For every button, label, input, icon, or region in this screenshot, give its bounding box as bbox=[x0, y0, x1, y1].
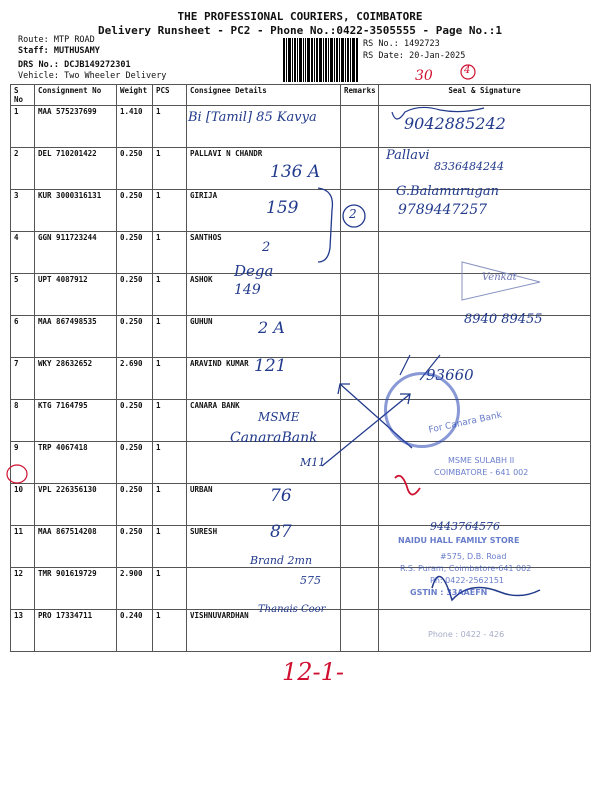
handwritten-count: 30 bbox=[415, 68, 433, 84]
handwritten-room: 159 bbox=[266, 198, 299, 218]
cell-consignment-no: MAA 867514208 bbox=[35, 526, 117, 568]
cell-sno: 6 bbox=[11, 316, 35, 358]
cell-weight: 0.250 bbox=[117, 442, 153, 484]
cell-consignment-no: TRP 4067418 bbox=[35, 442, 117, 484]
cell-pcs: 1 bbox=[153, 358, 187, 400]
cell-consignment-no: KUR 3000316131 bbox=[35, 190, 117, 232]
cell-consignment-no: WKY 28632652 bbox=[35, 358, 117, 400]
col-consignment: Consignment No bbox=[35, 85, 117, 106]
cell-consignment-no: UPT 4087912 bbox=[35, 274, 117, 316]
cell-pcs: 1 bbox=[153, 106, 187, 148]
handwritten-signature: Pallavi bbox=[386, 148, 430, 163]
bracket-mark bbox=[318, 188, 332, 262]
cell-pcs: 1 bbox=[153, 316, 187, 358]
handwritten-signature: G.Balamurugan bbox=[396, 184, 499, 199]
cell-sno: 3 bbox=[11, 190, 35, 232]
handwritten-consignee-note: Bi [Tamil] 85 Kavya bbox=[188, 110, 317, 125]
cell-consignment-no: DEL 710201422 bbox=[35, 148, 117, 190]
handwritten-phone: 8336484244 bbox=[434, 160, 504, 173]
handwritten-phone: 9789447257 bbox=[398, 202, 488, 218]
handwritten-phone: 93660 bbox=[426, 366, 474, 384]
cell-weight: 2.690 bbox=[117, 358, 153, 400]
cell-sno: 5 bbox=[11, 274, 35, 316]
cell-consignee: URBAN bbox=[187, 484, 341, 526]
cell-consignee: VISHNUVARDHAN bbox=[187, 610, 341, 652]
rs-no-value: 1492723 bbox=[403, 39, 440, 49]
handwritten-note: M11 bbox=[300, 456, 326, 469]
stamp-text: COIMBATORE - 641 002 bbox=[434, 468, 529, 477]
rs-date-value: 20-Jan-2025 bbox=[409, 51, 466, 61]
cell-weight: 0.250 bbox=[117, 526, 153, 568]
stamp-text: R.S. Puram, Coimbatore-641 002 bbox=[400, 564, 532, 573]
cell-sno: 2 bbox=[11, 148, 35, 190]
handwritten-room: 149 bbox=[234, 282, 261, 298]
arrow-head bbox=[338, 384, 350, 394]
cell-consignment-no: PRO 17334711 bbox=[35, 610, 117, 652]
stamp-text: For Canara Bank bbox=[427, 410, 503, 436]
handwritten-circled-number: 2 bbox=[349, 207, 357, 221]
cell-sno: 10 bbox=[11, 484, 35, 526]
cell-pcs: 1 bbox=[153, 484, 187, 526]
handwritten-room: 87 bbox=[270, 522, 292, 542]
drs-label: DRS No.: bbox=[18, 60, 59, 70]
cell-weight: 1.410 bbox=[117, 106, 153, 148]
col-signature: Seal & Signature bbox=[379, 85, 591, 106]
cell-pcs: 1 bbox=[153, 232, 187, 274]
cell-consignment-no: KTG 7164795 bbox=[35, 400, 117, 442]
handwritten-signature: Venkat bbox=[482, 272, 517, 283]
cell-pcs: 1 bbox=[153, 526, 187, 568]
handwritten-note: 2 bbox=[262, 240, 271, 255]
handwritten-note: 575 bbox=[300, 574, 321, 587]
handwritten-note: MSME bbox=[258, 410, 300, 424]
cell-weight: 0.250 bbox=[117, 148, 153, 190]
handwritten-circled-number: 4 bbox=[464, 65, 471, 76]
cell-sno: 1 bbox=[11, 106, 35, 148]
cell-consignment-no: VPL 226356130 bbox=[35, 484, 117, 526]
handwritten-phone: 9042885242 bbox=[404, 114, 506, 133]
bank-stamp bbox=[384, 372, 460, 448]
cell-consignee: ASHOK bbox=[187, 274, 341, 316]
rs-date-label: RS Date: bbox=[363, 51, 404, 61]
stamp-text: GSTIN : 33AAEFN bbox=[410, 588, 488, 597]
handwritten-date: 12-1- bbox=[282, 658, 345, 686]
cell-sno: 12 bbox=[11, 568, 35, 610]
cell-consignee: SANTHOS bbox=[187, 232, 341, 274]
cell-weight: 0.250 bbox=[117, 400, 153, 442]
cell-sno: 4 bbox=[11, 232, 35, 274]
cell-weight: 0.250 bbox=[117, 274, 153, 316]
handwritten-name: Dega bbox=[234, 262, 274, 280]
drs-value: DCJB149272301 bbox=[64, 60, 131, 70]
staff-value: MUTHUSAMY bbox=[53, 46, 100, 56]
vehicle-label: Vehicle: bbox=[18, 71, 59, 81]
company-title: THE PROFESSIONAL COURIERS, COIMBATORE bbox=[177, 10, 423, 23]
route-value: MTP ROAD bbox=[53, 35, 95, 45]
col-remarks: Remarks bbox=[341, 85, 379, 106]
handwritten-note: CanaraBank bbox=[230, 430, 318, 446]
cell-weight: 0.250 bbox=[117, 484, 153, 526]
cell-pcs: 1 bbox=[153, 190, 187, 232]
cell-sno: 13 bbox=[11, 610, 35, 652]
circle-mark bbox=[7, 465, 27, 483]
handwritten-note: Thanais Coor bbox=[258, 604, 326, 615]
rs-no-label: RS No.: bbox=[363, 39, 399, 49]
handwritten-room: 2 A bbox=[258, 318, 285, 337]
stamp-text: #575, D.B. Road bbox=[440, 552, 507, 561]
cell-pcs: 1 bbox=[153, 568, 187, 610]
signature-scrawl bbox=[395, 476, 420, 495]
cell-consignee: ARAVIND KUMAR bbox=[187, 358, 341, 400]
cell-consignment-no: MAA 575237699 bbox=[35, 106, 117, 148]
stamp-text: MSME SULABH II bbox=[448, 456, 515, 465]
cell-sno: 8 bbox=[11, 400, 35, 442]
runsheet-subtitle: Delivery Runsheet - PC2 - Phone No.:0422-3505555 - Page No.:1 bbox=[98, 24, 502, 37]
staff-label: Staff: bbox=[18, 46, 49, 56]
handwritten-room: 121 bbox=[254, 356, 287, 376]
route-label: Route: bbox=[18, 35, 49, 45]
cell-weight: 0.250 bbox=[117, 316, 153, 358]
col-consignee: Consignee Details bbox=[187, 85, 341, 106]
cell-consignee: SURESH bbox=[187, 526, 341, 568]
cell-consignment-no: TMR 901619729 bbox=[35, 568, 117, 610]
stamp-text: NAIDU HALL FAMILY STORE bbox=[398, 536, 520, 545]
cell-consignee: CANARA BANK bbox=[187, 400, 341, 442]
col-weight: Weight bbox=[117, 85, 153, 106]
cell-sno: 7 bbox=[11, 358, 35, 400]
cell-consignee: PALLAVI N CHANDR bbox=[187, 148, 341, 190]
cell-sno: 11 bbox=[11, 526, 35, 568]
cell-pcs: 1 bbox=[153, 610, 187, 652]
vehicle-value: Two Wheeler Delivery bbox=[64, 71, 167, 81]
stamp-text: Ph: 0422-2562151 bbox=[430, 576, 505, 585]
handwritten-phone: 8940 89455 bbox=[464, 312, 543, 327]
cell-pcs: 1 bbox=[153, 148, 187, 190]
cell-weight: 2.900 bbox=[117, 568, 153, 610]
cell-pcs: 1 bbox=[153, 442, 187, 484]
cell-consignee: GUHUN bbox=[187, 316, 341, 358]
cell-pcs: 1 bbox=[153, 400, 187, 442]
stamp-text: Phone : 0422 - 426 bbox=[428, 630, 505, 639]
cell-pcs: 1 bbox=[153, 274, 187, 316]
cell-weight: 0.250 bbox=[117, 232, 153, 274]
cell-consignee: GIRIJA bbox=[187, 190, 341, 232]
cell-weight: 0.250 bbox=[117, 190, 153, 232]
handwritten-room: 136 A bbox=[270, 162, 321, 182]
handwritten-phone: 9443764576 bbox=[430, 520, 500, 533]
cell-consignment-no: MAA 867498535 bbox=[35, 316, 117, 358]
cell-sno: 9 bbox=[11, 442, 35, 484]
handwritten-note: Brand 2mn bbox=[250, 554, 313, 567]
handwritten-room: 76 bbox=[270, 486, 292, 506]
col-sno: S No bbox=[11, 85, 35, 106]
cell-weight: 0.240 bbox=[117, 610, 153, 652]
col-pcs: PCS bbox=[153, 85, 187, 106]
cell-consignment-no: GGN 911723244 bbox=[35, 232, 117, 274]
